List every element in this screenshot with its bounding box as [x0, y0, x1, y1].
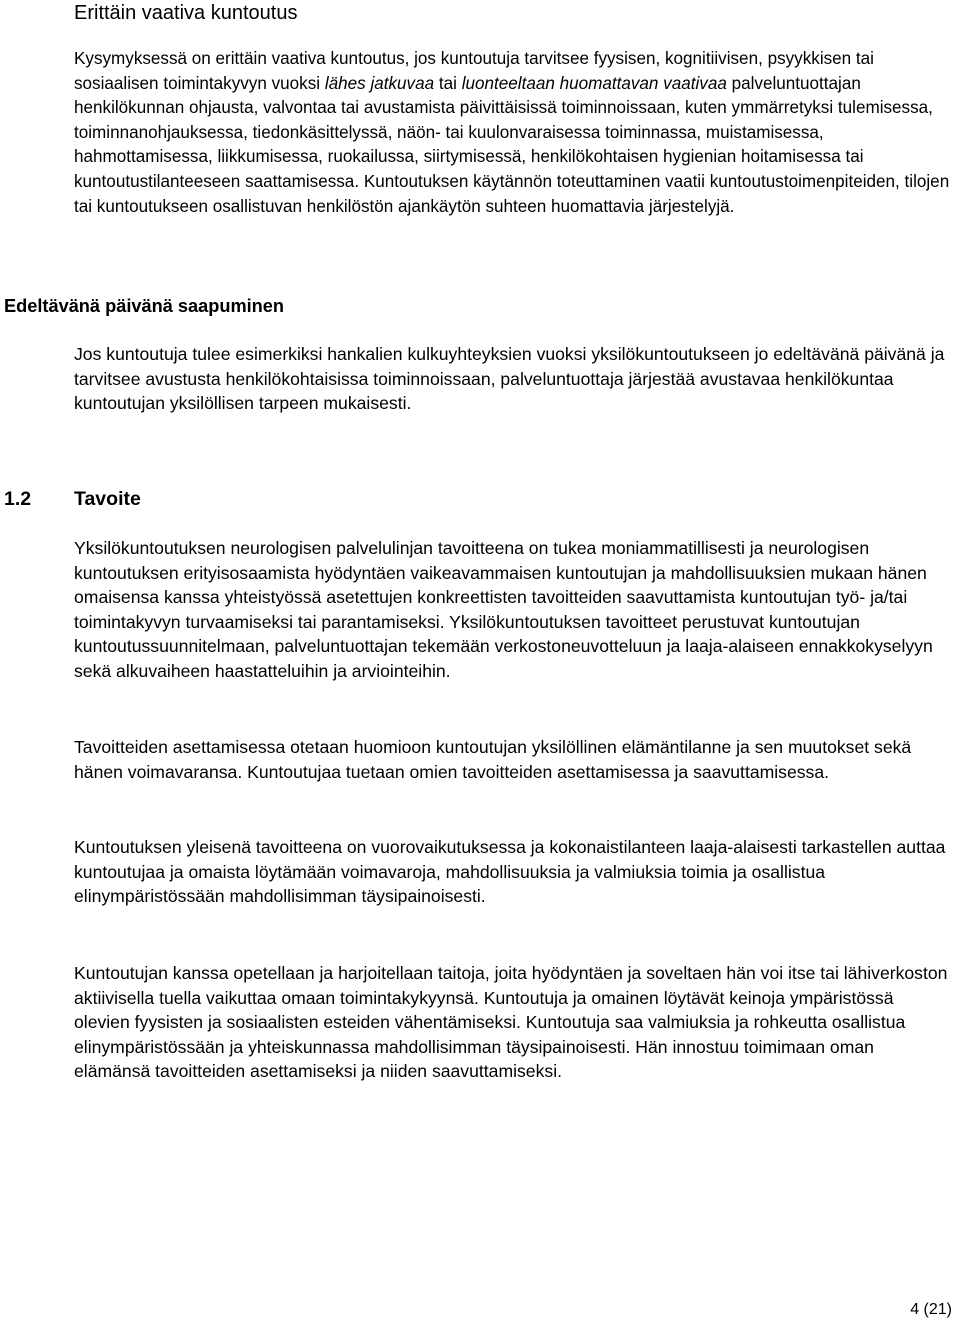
- paragraph-arrival: Jos kuntoutuja tulee esimerkiksi hankalien kulkuyhteyksien vuoksi yksilökuntoutukseen jo edeltävänä päivänä ja tarvitsee avustusta henkilökohtaisissa toiminnoissaan, palveluntuottaja järjestää avustavaa henkilökuntaa kuntoutujan yksilöllisen tarpeen mukaisesti.: [74, 344, 945, 414]
- paragraph-goal-1: Yksilökuntoutuksen neurologisen palvelulinjan tavoitteena on tukea moniammatillisesti ja neurologisen kuntoutuksen erityisosaamista hyödyntäen vaikeavammaisen kuntoutujan ja mahdollisuuksien mukaan hänen omaisensa kanssa yhteistyössä asetettujen konkreettisten tavoitteiden saavuttamista kuntoutujan työ- ja/tai toimintakyvyn turvaamiseksi tai parantamiseksi. Yksilökuntoutuksen tavoitteet perustuvat kuntoutujan kuntoutussuunnitelmaan, palveluntuottajan tekemään verkostoneuvotteluun ja laaja-alaiseen ennakkokyselyyn sekä alkuvaiheen haastatteluihin ja arviointeihin.: [74, 538, 933, 681]
- paragraph-very-demanding-rehab: [74, 47, 950, 219]
- paragraph-text-a: Kysymyksessä on erittäin vaativa kuntoutus, jos kuntoutuja tarvitsee fyysisen, kognitiivisen, psyykkisen tai sosiaalisen toimintakyvyn vuoksi: [74, 49, 874, 93]
- paragraph-goal-3: Kuntoutuksen yleisenä tavoitteena on vuorovaikutuksessa ja kokonaistilanteen laaja-alaisesti tarkastellen auttaa kuntoutujaa ja omaista löytämään voimavaroja, mahdollisuuksia ja valmiuksia toimia ja osallistua elinympäristössään mahdollisimman täysipainoisesti.: [74, 837, 946, 907]
- section-title: Tavoite: [74, 488, 141, 510]
- subheading-very-demanding-rehab: Erittäin vaativa kuntoutus: [74, 2, 298, 24]
- paragraph-goal-4: Kuntoutujan kanssa opetellaan ja harjoitellaan taitoja, joita hyödyntäen ja soveltaen hän voi itse tai lähiverkoston aktiivisella tuella vaikuttaa omaan toimintakykyynsä. Kuntoutuja ja omainen löytävät keinoja ympäristössä olevien fyysisten ja sosiaalisten esteiden vähentämiseksi. Kuntoutuja saa valmiuksia ja rohkeutta osallistua elinympäristössään ja yhteiskunnassa mahdollisimman täysipainoisesti. Hän innostuu toimimaan oman elämänsä tavoitteiden asettamiseksi ja niiden saavuttamiseksi.: [74, 963, 948, 1082]
- paragraph-text-e: palveluntuottajan henkilökunnan ohjausta, valvontaa tai avustamista päivittäisissä toiminnoissaan, kuten ymmärretyksi tulemisessa, toiminnanohjauksessa, tiedonkäsittelyssä, näön- tai kuulonvaraisessa toiminnassa, muistamisessa, hahmottamisessa, liikkumisessa, ruokailussa, siirtymisessä, henkilökohtaisen hygienian hoitamisessa tai kuntoutustilanteeseen saattamisessa. Kuntoutuksen käytännön toteuttaminen vaatii kuntoutustoimenpiteiden, tilojen tai kuntoutukseen osallistuvan henkilöstön ajankäytön suhteen huomattavia järjestelyjä.: [74, 73, 950, 216]
- italic-text-demanding: luonteeltaan huomattavan vaativaa: [461, 73, 727, 93]
- paragraph-text-c: tai: [434, 73, 462, 93]
- paragraph-goal-2: Tavoitteiden asettamisessa otetaan huomioon kuntoutujan yksilöllinen elämäntilanne ja sen muutokset sekä hänen voimavaransa. Kuntoutujaa tuetaan omien tavoitteiden asettamisessa ja saavuttamisessa.: [74, 737, 912, 782]
- italic-text-nearly-continuous: lähes jatkuvaa: [324, 73, 435, 93]
- page-number: 4 (21): [910, 1301, 952, 1318]
- heading-arrival-previous-day: Edeltävänä päivänä saapuminen: [4, 296, 284, 316]
- section-number: 1.2: [4, 488, 32, 510]
